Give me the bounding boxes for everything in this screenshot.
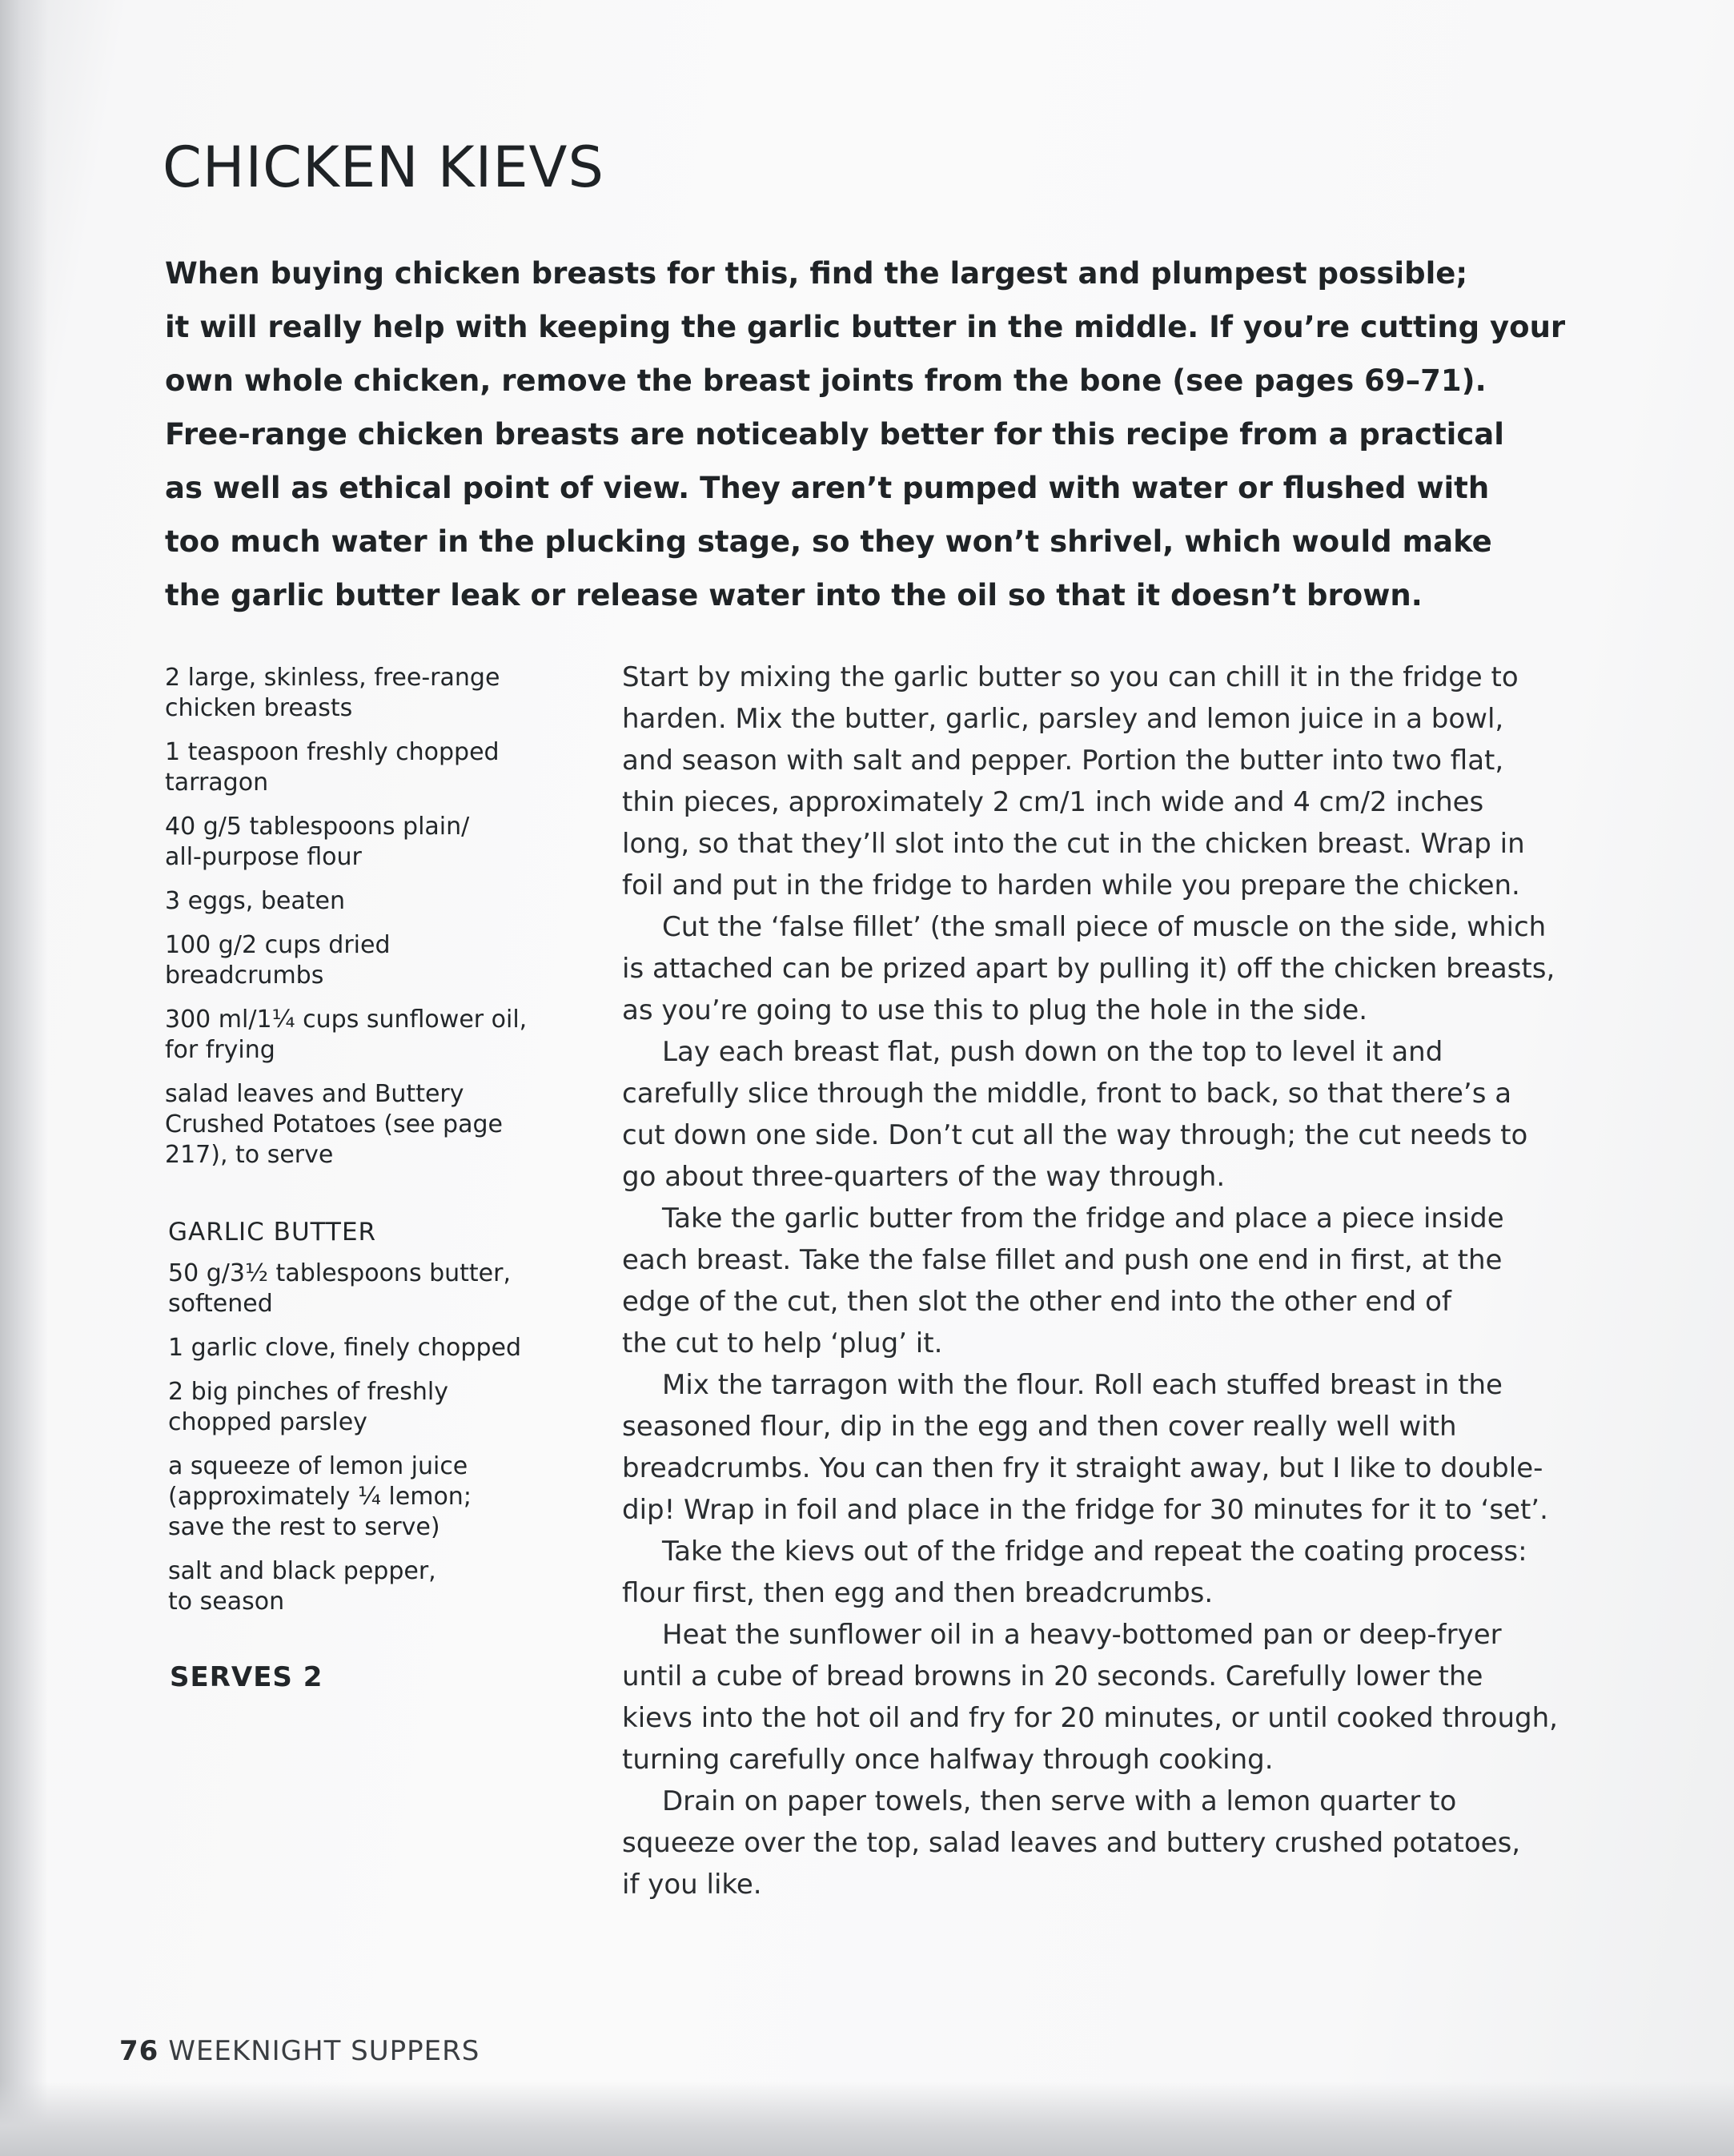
garlic-butter-heading: GARLIC BUTTER: [168, 1218, 377, 1247]
ingredient-line: 2 big pinches of freshly: [168, 1378, 448, 1406]
method-text: [622, 656, 1615, 1905]
method-line: Heat the sunflower oil in a heavy-bottomed pan or deep-fryer: [662, 1619, 1502, 1651]
method-line: Take the kievs out of the fridge and repeat the coating process:: [662, 1536, 1527, 1568]
ingredient-line: 100 g/2 cups dried: [165, 931, 391, 959]
intro-line: too much water in the plucking stage, so they won’t shrivel, which would make: [165, 524, 1492, 559]
ingredient-line: 1 teaspoon freshly chopped: [165, 738, 500, 766]
intro-line: the garlic butter leak or release water into the oil so that it doesn’t brown.: [165, 578, 1423, 612]
method-line: as you’re going to use this to plug the hole in the side.: [622, 994, 1368, 1026]
page-number: 76: [119, 2035, 159, 2067]
ingredient-item: [168, 1259, 581, 1319]
method-line: go about three-quarters of the way through.: [622, 1161, 1226, 1193]
section-name: WEEKNIGHT SUPPERS: [168, 2035, 480, 2067]
ingredients-list: [165, 663, 581, 1692]
ingredient-item: [168, 1451, 581, 1543]
ingredient-line: salt and black pepper,: [168, 1557, 436, 1585]
method-line: and season with salt and pepper. Portion the butter into two flat,: [622, 745, 1504, 777]
ingredient-line: for frying: [165, 1036, 275, 1064]
method-line: Start by mixing the garlic butter so you can chill it in the fridge to: [622, 661, 1519, 693]
method-line: Drain on paper towels, then serve with a lemon quarter to: [662, 1785, 1457, 1817]
method-line: the cut to help ‘plug’ it.: [622, 1327, 943, 1359]
method-line: dip! Wrap in foil and place in the fridge for 30 minutes for it to ‘set’.: [622, 1494, 1548, 1526]
ingredient-line: a squeeze of lemon juice: [168, 1452, 468, 1480]
ingredient-item: [165, 1005, 581, 1066]
ingredient-line: softened: [168, 1290, 273, 1318]
ingredient-line: 217), to serve: [165, 1141, 334, 1169]
method-line: turning carefully once halfway through cooking.: [622, 1744, 1274, 1776]
garlic-butter-list: [165, 1259, 581, 1617]
ingredient-line: 40 g/5 tablespoons plain/: [165, 813, 470, 841]
intro-line: Free-range chicken breasts are noticeably better for this recipe from a practical: [165, 417, 1504, 452]
ingredient-line: Crushed Potatoes (see page: [165, 1110, 503, 1138]
ingredient-line: 300 ml/1¼ cups sunflower oil,: [165, 1006, 528, 1034]
method-line: carefully slice through the middle, front to back, so that there’s a: [622, 1078, 1512, 1110]
ingredient-line: all-purpose flour: [165, 843, 362, 871]
ingredient-item: [165, 930, 581, 991]
ingredient-line: 1 garlic clove, finely chopped: [168, 1334, 521, 1362]
method-line: is attached can be prized apart by pulling it) off the chicken breasts,: [622, 953, 1555, 985]
ingredient-line: save the rest to serve): [168, 1513, 440, 1541]
page-edge-shadow: [0, 0, 48, 2156]
method-line: breadcrumbs. You can then fry it straight away, but I like to double-: [622, 1452, 1543, 1484]
intro-line: When buying chicken breasts for this, find the largest and plumpest possible;: [165, 256, 1468, 291]
ingredient-item: [168, 1556, 581, 1617]
method-line: seasoned flour, dip in the egg and then cover really well with: [622, 1411, 1457, 1443]
method-line: harden. Mix the butter, garlic, parsley and lemon juice in a bowl,: [622, 703, 1504, 735]
method-line: thin pieces, approximately 2 cm/1 inch wide and 4 cm/2 inches: [622, 786, 1484, 818]
method-line: flour first, then egg and then breadcrumbs.: [622, 1577, 1214, 1609]
page-bottom-shadow: [0, 2082, 1734, 2156]
method-line: until a cube of bread browns in 20 seconds. Carefully lower the: [622, 1660, 1483, 1692]
ingredient-item: [165, 663, 581, 724]
ingredient-item: [168, 1377, 581, 1438]
ingredient-item: [165, 886, 581, 917]
intro-line: as well as ethical point of view. They aren’t pumped with water or flushed with: [165, 471, 1490, 505]
ingredient-item: [165, 812, 581, 873]
ingredient-line: 50 g/3½ tablespoons butter,: [168, 1259, 512, 1287]
method-line: Lay each breast flat, push down on the top to level it and: [662, 1036, 1443, 1068]
method-line: if you like.: [622, 1869, 762, 1901]
recipe-intro: [165, 247, 1606, 622]
ingredient-line: chopped parsley: [168, 1408, 367, 1436]
ingredient-item: [165, 737, 581, 798]
ingredient-line: to season: [168, 1588, 285, 1616]
ingredient-item: [165, 1079, 581, 1170]
method-line: Take the garlic butter from the fridge and place a piece inside: [662, 1202, 1504, 1235]
ingredient-line: breadcrumbs: [165, 962, 324, 990]
ingredient-line: salad leaves and Buttery: [165, 1080, 464, 1108]
ingredient-line: 3 eggs, beaten: [165, 887, 345, 915]
method-line: Cut the ‘false fillet’ (the small piece of muscle on the side, which: [662, 911, 1547, 943]
method-line: foil and put in the fridge to harden while you prepare the chicken.: [622, 869, 1520, 901]
method-line: Mix the tarragon with the flour. Roll each stuffed breast in the: [662, 1369, 1503, 1401]
ingredient-line: (approximately ¼ lemon;: [168, 1483, 472, 1511]
method-line: cut down one side. Don’t cut all the way through; the cut needs to: [622, 1119, 1528, 1151]
method-line: edge of the cut, then slot the other end into the other end of: [622, 1286, 1451, 1318]
method-line: each breast. Take the false fillet and push one end in first, at the: [622, 1244, 1503, 1276]
ingredient-line: chicken breasts: [165, 694, 353, 722]
ingredient-item: [168, 1333, 581, 1363]
method-line: long, so that they’ll slot into the cut in the chicken breast. Wrap in: [622, 828, 1525, 860]
ingredient-line: 2 large, skinless, free-range: [165, 664, 500, 692]
recipe-title: CHICKEN KIEVS: [163, 134, 604, 200]
serves-label: SERVES 2: [170, 1661, 323, 1693]
method-line: squeeze over the top, salad leaves and buttery crushed potatoes,: [622, 1827, 1521, 1859]
intro-line: it will really help with keeping the garlic butter in the middle. If you’re cutting your: [165, 310, 1566, 344]
intro-line: own whole chicken, remove the breast joints from the bone (see pages 69–71).: [165, 363, 1487, 398]
ingredient-line: tarragon: [165, 769, 269, 797]
page-footer: [119, 2035, 480, 2067]
method-line: kievs into the hot oil and fry for 20 minutes, or until cooked through,: [622, 1702, 1558, 1734]
